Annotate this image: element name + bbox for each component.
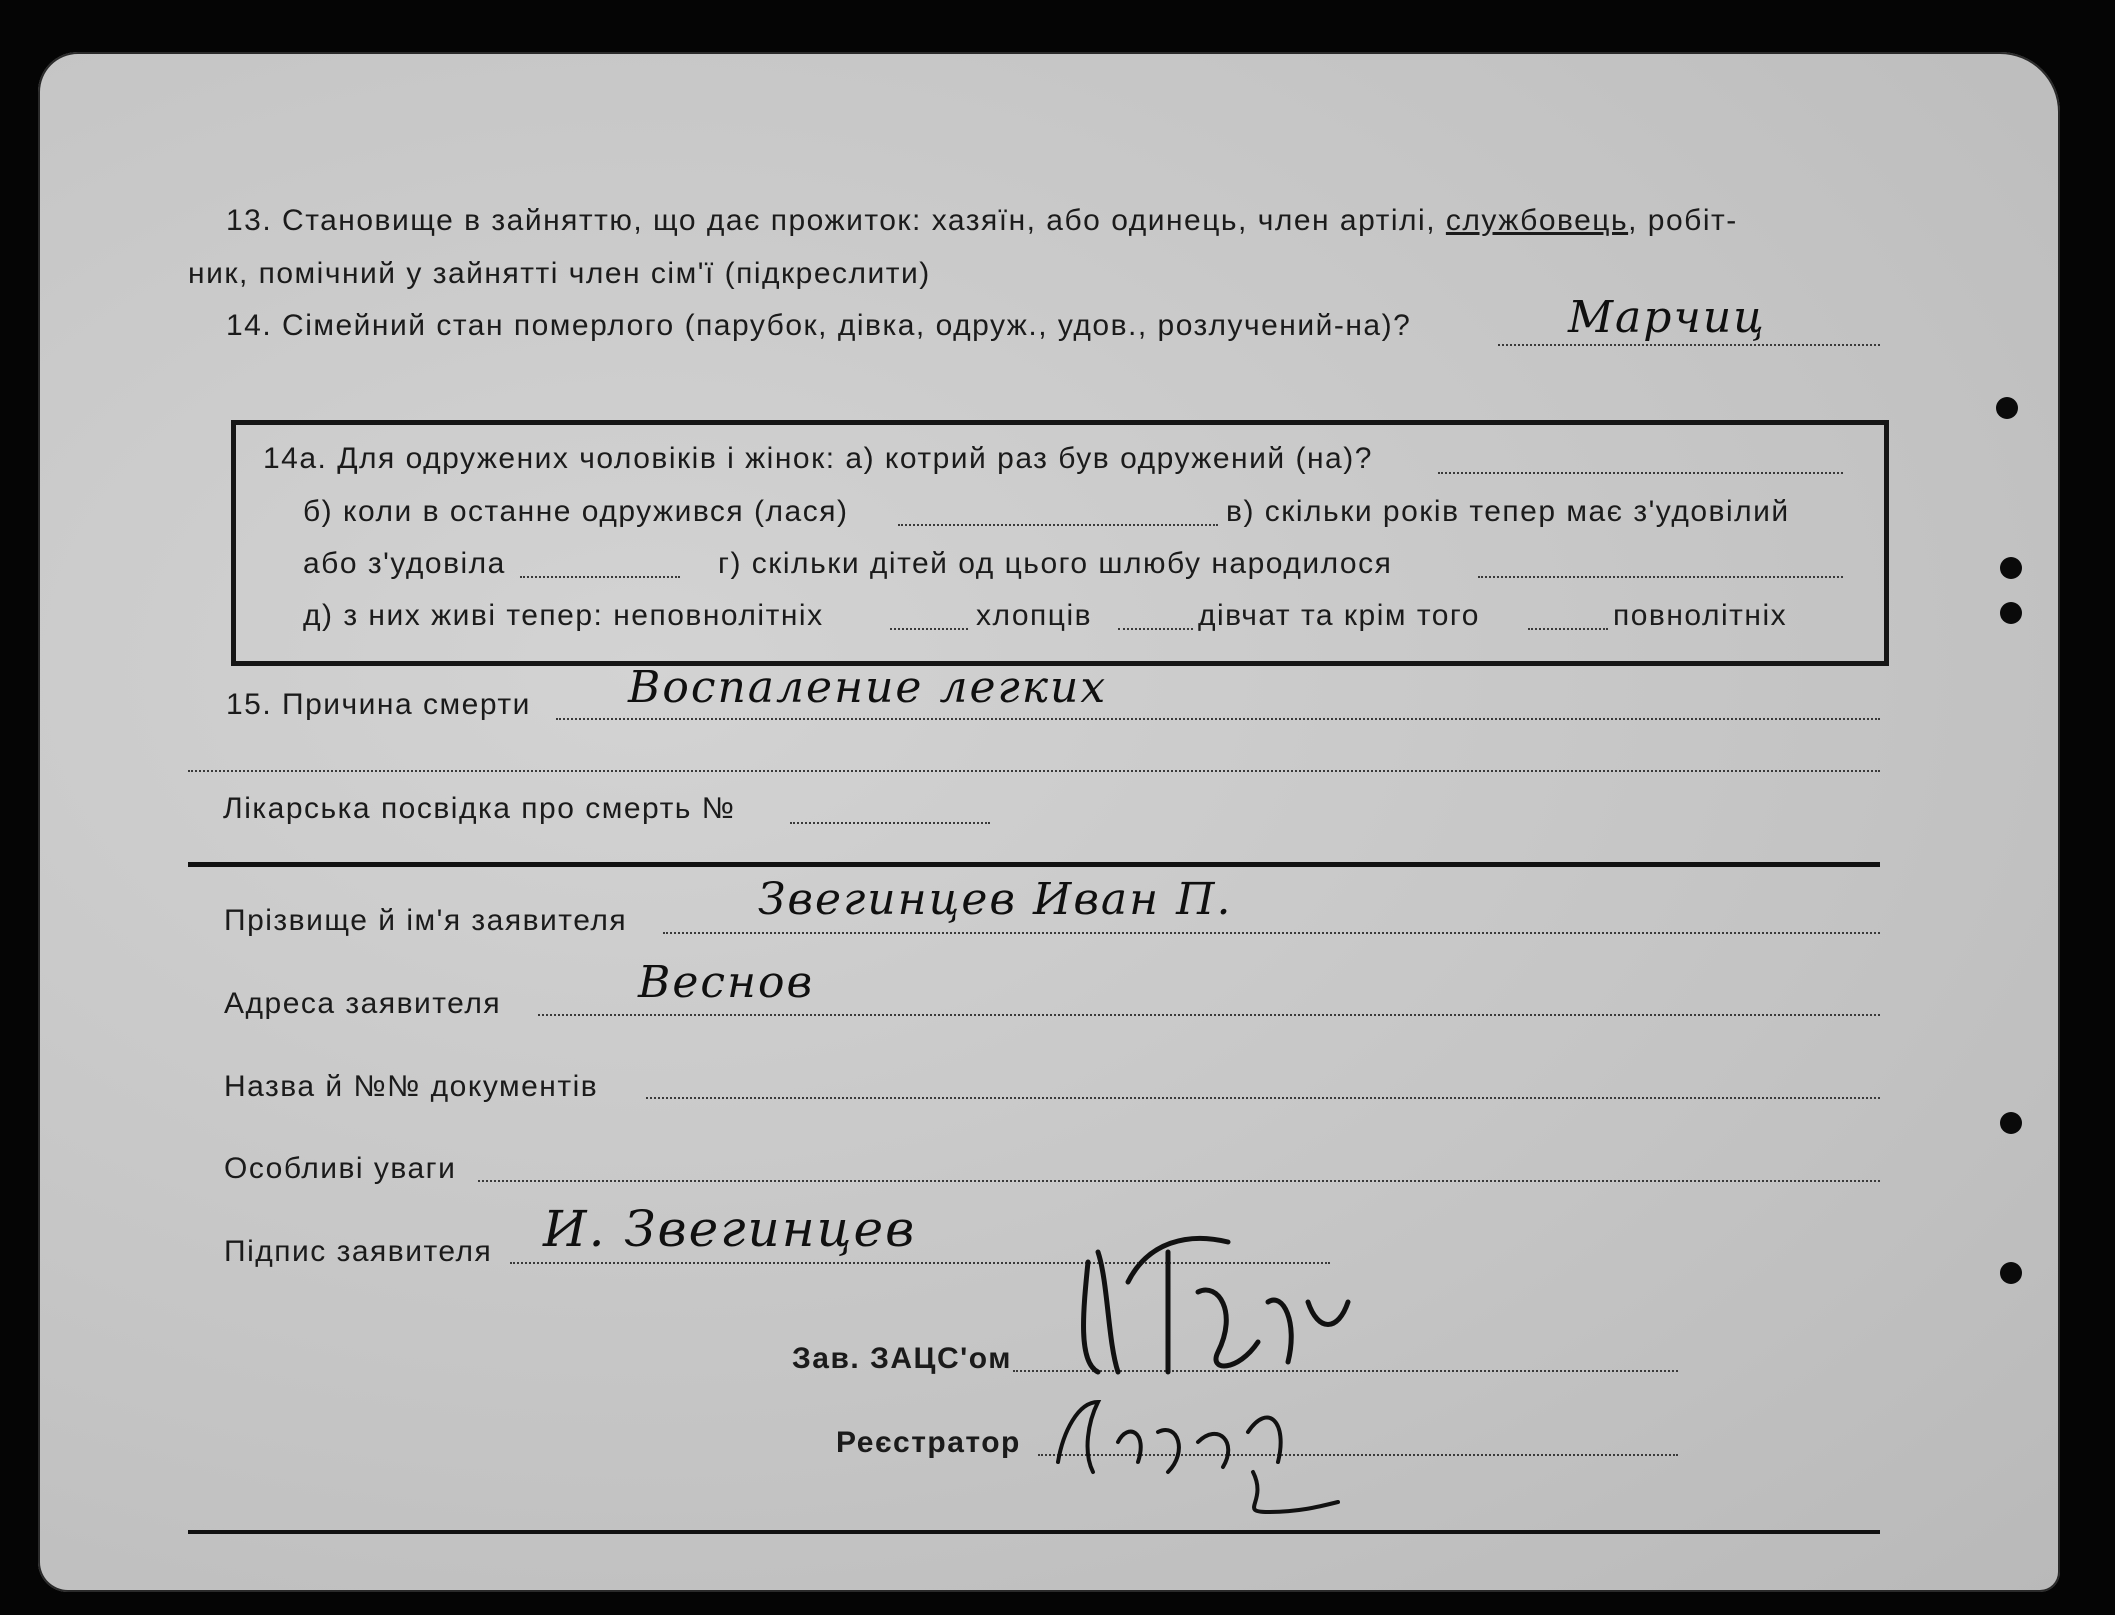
- item-14a-field-4c: [1528, 628, 1608, 630]
- item-15-field-line: [556, 718, 1880, 720]
- item-15-field-line-2: [188, 770, 1880, 772]
- head-label: Зав. ЗАЦС'ом: [792, 1342, 1012, 1375]
- item-14-handwritten-value: Марчиц: [1568, 292, 1766, 343]
- item-14a-field-3a: [520, 576, 680, 578]
- documents-field: [646, 1097, 1880, 1099]
- item-14a-line-4a: д) з них живі тепер: неповнолітніх: [303, 599, 824, 632]
- medical-certificate-field: [790, 822, 990, 824]
- item-14a-line-4c: дівчат та крім того: [1198, 599, 1480, 632]
- applicant-address-handwritten: Веснов: [638, 957, 815, 1008]
- item-14a-line-2b: в) скільки років тепер має з'удовілий: [1226, 495, 1790, 528]
- binder-hole: [2000, 1262, 2022, 1284]
- item-14a-field-3b: [1478, 576, 1843, 578]
- special-notes-label: Особливі уваги: [224, 1152, 457, 1185]
- item-14a-line-3a: або з'удовіла: [303, 547, 506, 580]
- documents-label: Назва й №№ документів: [224, 1070, 599, 1103]
- item-15-label: 15. Причина смерти: [226, 688, 531, 721]
- item-13-line-2: ник, помічний у зайнятті член сім'ї (підкреслити): [188, 257, 931, 290]
- bottom-rule: [188, 1530, 1880, 1534]
- item-14a-line-1: 14а. Для одружених чоловіків і жінок: а) котрий раз був одружений (на)?: [263, 442, 1373, 475]
- binder-hole: [2000, 602, 2022, 624]
- applicant-name-field: [663, 932, 1880, 934]
- item-14a-line-4b: хлопців: [976, 599, 1093, 632]
- registrar-label: Реєстратор: [836, 1426, 1021, 1459]
- section-divider: [188, 862, 1880, 867]
- special-notes-field: [478, 1180, 1880, 1182]
- item-14a-field-1: [1438, 472, 1843, 474]
- item-15-handwritten-value: Воспаление легких: [628, 662, 1108, 713]
- registrar-signature: [1038, 1362, 1358, 1522]
- applicant-name-label: Прізвище й ім'я заявителя: [224, 904, 628, 937]
- form-card: [38, 52, 2060, 1592]
- item-13-underlined-option: службовець: [1445, 204, 1629, 237]
- applicant-signature-label: Підпис заявителя: [224, 1235, 493, 1268]
- binder-hole: [2000, 1112, 2022, 1134]
- item-13-text: 13. Становище в зайняттю, що дає прожиток: хазяїн, або одинець, член артілі,: [226, 204, 1446, 237]
- item-14a-field-4b: [1118, 628, 1193, 630]
- item-13-line-1: [226, 204, 1738, 238]
- item-14-field-line: [1498, 344, 1880, 346]
- applicant-name-handwritten: Звегинцев Иван П.: [758, 874, 1233, 925]
- binder-hole: [1996, 397, 2018, 419]
- item-13-text-end: , робіт-: [1628, 204, 1738, 237]
- item-14a-field-2a: [898, 524, 1218, 526]
- applicant-address-field: [538, 1014, 1880, 1016]
- item-14-label: 14. Сімейний стан померлого (парубок, дівка, одруж., удов., розлучений-на)?: [226, 309, 1412, 342]
- item-14a-field-4a: [890, 628, 968, 630]
- binder-hole: [2000, 557, 2022, 579]
- item-14a-line-4d: повнолітніх: [1613, 599, 1788, 632]
- item-14a-line-3b: г) скільки дітей од цього шлюбу народилося: [718, 547, 1393, 580]
- medical-certificate-label: Лікарська посвідка про смерть №: [223, 792, 736, 825]
- item-14a-line-2a: б) коли в останне одружився (лася): [303, 495, 849, 528]
- applicant-address-label: Адреса заявителя: [224, 987, 502, 1020]
- applicant-signature-handwritten: И. Звегинцев: [543, 1200, 917, 1258]
